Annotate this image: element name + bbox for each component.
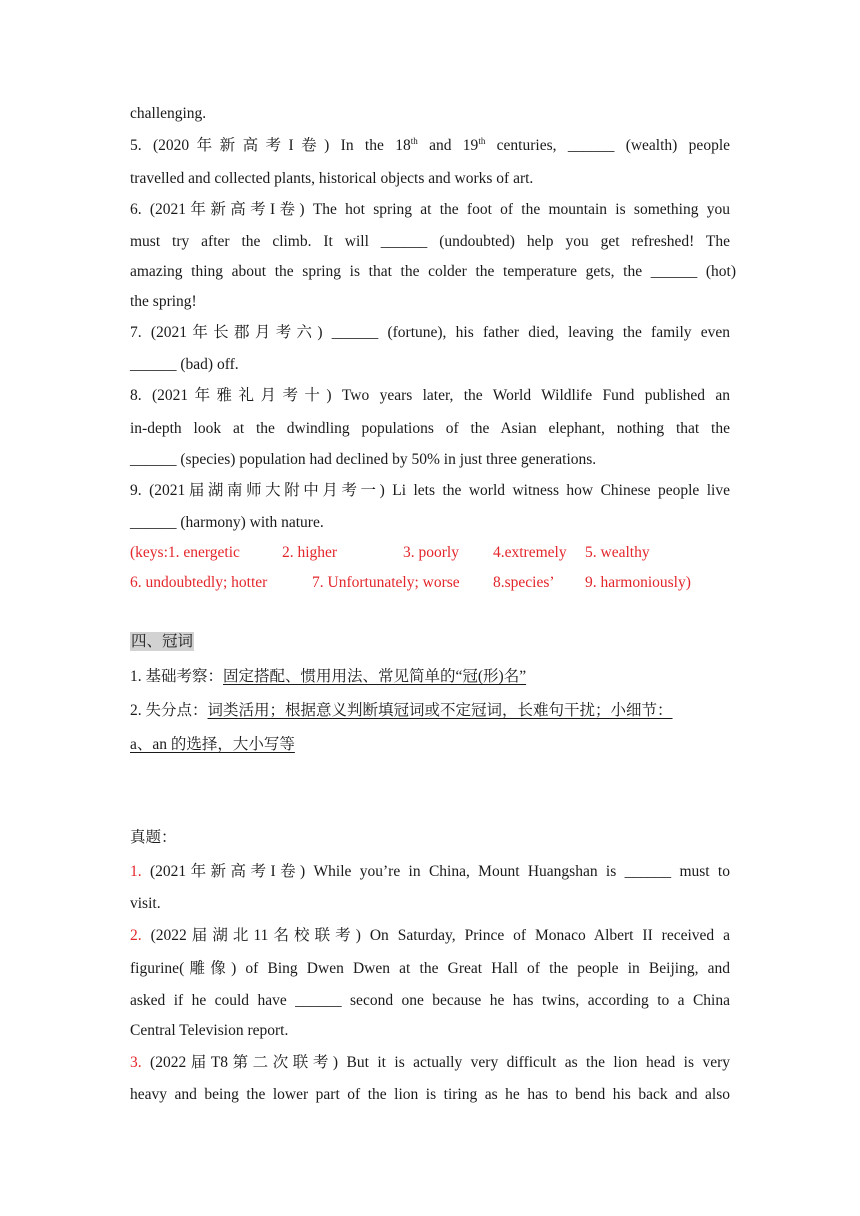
point-2-line-2: a、an 的选择，大小写等 <box>130 736 295 753</box>
point-2-prefix: 2. 失分点： <box>130 702 208 719</box>
answer-key-3: 3. poorly <box>403 544 459 561</box>
question-8-line-3: ______ (species) population had declined by 50% in just three generations. <box>130 451 597 468</box>
answer-key-8: 8.species’ <box>493 574 555 591</box>
question-8-line-1: 8. (2021年雅礼月考十) Two years later, the World Wildlife Fund published an <box>130 387 730 404</box>
question-9-line-1: 9. (2021届湖南师大附中月考一) Li lets the world witness how Chinese people live <box>130 482 730 499</box>
section-heading-label: 四、冠词 <box>131 633 194 650</box>
answer-key-1: (keys:1. energetic <box>130 544 240 561</box>
answer-key-9: 9. harmoniously) <box>585 574 691 591</box>
point-1-text: 固定搭配、惯用用法、常见简单的“冠(形)名” <box>223 668 527 685</box>
question-6-line-1: 6. (2021年新高考I卷) The hot spring at the foot of the mountain is something you <box>130 201 730 218</box>
answer-key-7: 7. Unfortunately; worse <box>312 574 460 591</box>
article-question-1-line-1: 1. (2021年新高考I卷) While you’re in China, Mount Huangshan is ______ must to <box>130 863 730 880</box>
article-question-2-line-4: Central Television report. <box>130 1022 289 1039</box>
question-5-line-1: 5. (2020年新高考I卷) In the 18th and 19th centuries, ______ (wealth) people <box>130 135 731 154</box>
article-question-2-line-3: asked if he could have ______ second one because he has twins, according to a China <box>130 992 730 1009</box>
point-1-prefix: 1. 基础考察： <box>130 668 224 685</box>
question-6-line-2: must try after the climb. It will ______ (undoubted) help you get refreshed! The <box>130 233 730 250</box>
answer-key-6: 6. undoubtedly; hotter <box>130 574 268 591</box>
question-7-line-2: ______ (bad) off. <box>130 356 239 373</box>
text-line: challenging. <box>130 105 207 122</box>
question-5-line-2: travelled and collected plants, historical objects and works of art. <box>130 170 534 187</box>
point-2-text: 词类活用；根据意义判断填冠词或不定冠词，长难句干扰；小细节： <box>207 702 673 719</box>
point-2 <box>130 701 673 721</box>
article-question-1-line-2: visit. <box>130 895 161 912</box>
answer-key-4: 4.extremely <box>493 544 567 561</box>
question-7-line-1: 7. (2021年长郡月考六) ______ (fortune), his father died, leaving the family even <box>130 324 730 341</box>
article-question-3-line-1: 3. (2022届T8第二次联考) But it is actually very difficult as the lion head is very <box>130 1054 730 1071</box>
answer-key-5: 5. wealthy <box>585 544 650 561</box>
real-questions-label: 真题： <box>130 829 177 846</box>
question-6-line-4: the spring! <box>130 293 197 310</box>
question-6-line-3: amazing thing about the spring is that the colder the temperature gets, the ______ (hot) <box>130 263 736 280</box>
article-question-3-line-2: heavy and being the lower part of the lion is tiring as he has to bend his back and also <box>130 1086 730 1103</box>
article-question-2-line-2: figurine(雕像) of Bing Dwen Dwen at the Great Hall of the people in Beijing, and <box>130 960 730 977</box>
question-9-line-2: ______ (harmony) with nature. <box>130 514 324 531</box>
point-1 <box>130 667 526 687</box>
section-heading <box>130 632 194 652</box>
question-8-line-2: in-depth look at the dwindling populations of the Asian elephant, nothing that the <box>130 420 730 437</box>
article-question-2-line-1: 2. (2022届湖北11名校联考) On Saturday, Prince of Monaco Albert II received a <box>130 927 730 944</box>
answer-key-2: 2. higher <box>282 544 338 561</box>
